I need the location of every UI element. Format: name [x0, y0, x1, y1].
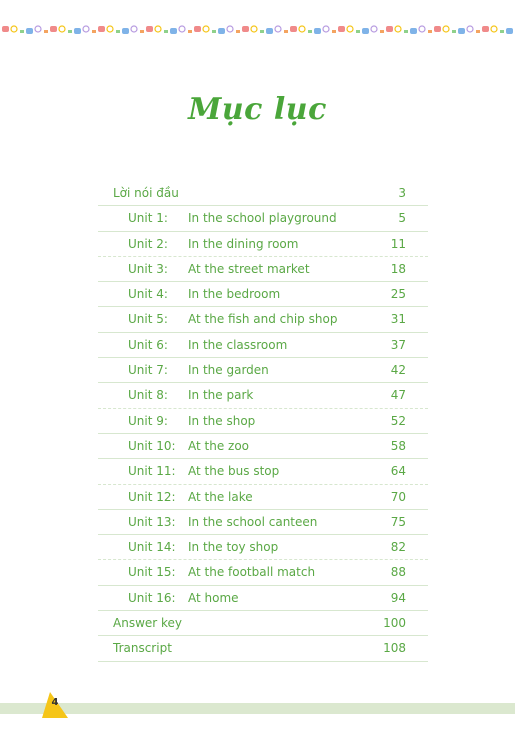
- toc-page: 64: [390, 464, 406, 479]
- border-shape: [458, 28, 465, 34]
- toc-unit: Unit 8:: [128, 388, 168, 403]
- toc-row-unit-13[interactable]: [98, 510, 428, 535]
- border-shape: [266, 28, 273, 34]
- toc-unit: Unit 16:: [128, 590, 176, 605]
- toc-row-unit-10[interactable]: [98, 434, 428, 459]
- decorative-border: [0, 18, 515, 38]
- border-shape: [140, 30, 144, 33]
- border-shape: [74, 28, 81, 34]
- toc-label: Answer key: [113, 616, 183, 631]
- border-shape: [251, 26, 257, 32]
- border-shape: [26, 28, 33, 34]
- decorative-shapes-icon: [0, 18, 515, 38]
- border-shape: [314, 28, 321, 34]
- border-shape: [467, 26, 473, 32]
- toc-page: 94: [390, 590, 406, 605]
- border-shape: [347, 26, 353, 32]
- toc-page: 31: [390, 312, 406, 327]
- border-shape: [428, 30, 432, 33]
- border-shape: [131, 26, 137, 32]
- toc-row-unit-16[interactable]: [98, 586, 428, 611]
- border-shape: [20, 30, 24, 33]
- border-shape: [218, 28, 225, 34]
- border-shape: [371, 26, 377, 32]
- toc-name: At the street market: [188, 261, 310, 276]
- toc-page: 75: [390, 514, 406, 529]
- page-number: 4: [51, 697, 59, 708]
- toc-row-transcript[interactable]: [98, 636, 428, 661]
- toc-page: 52: [390, 413, 406, 428]
- toc-row-unit-15[interactable]: [98, 560, 428, 585]
- toc-name: At the bus stop: [188, 464, 280, 479]
- border-shape: [155, 26, 161, 32]
- toc-name: In the park: [188, 388, 254, 403]
- border-shape: [236, 30, 240, 33]
- toc-page: 42: [390, 363, 406, 378]
- border-shape: [500, 30, 504, 33]
- toc-page: 11: [390, 236, 406, 251]
- border-shape: [482, 26, 489, 32]
- toc-row-unit-11[interactable]: [98, 459, 428, 484]
- toc-unit: Unit 12:: [128, 489, 176, 504]
- page-title: Mục lục: [188, 92, 327, 127]
- border-shape: [92, 30, 96, 33]
- toc-row-unit-8[interactable]: [98, 383, 428, 408]
- toc-page: 5: [398, 211, 406, 226]
- border-shape: [116, 30, 120, 33]
- border-shape: [260, 30, 264, 33]
- toc-unit: Unit 14:: [128, 540, 176, 555]
- toc-page: 108: [383, 641, 406, 656]
- toc-name: At the lake: [188, 489, 253, 504]
- border-shape: [203, 26, 209, 32]
- toc-page: 47: [390, 388, 406, 403]
- toc-unit: Unit 9:: [128, 413, 168, 428]
- toc-row-preface[interactable]: [98, 181, 428, 206]
- border-shape: [380, 30, 384, 33]
- table-of-contents: [98, 181, 428, 662]
- toc-name: In the classroom: [188, 337, 288, 352]
- toc-page: 70: [390, 489, 406, 504]
- border-shape: [452, 30, 456, 33]
- toc-name: At the zoo: [188, 438, 250, 453]
- toc-row-unit-1[interactable]: [98, 206, 428, 231]
- border-shape: [242, 26, 249, 32]
- toc-name: In the garden: [188, 363, 269, 378]
- border-shape: [35, 26, 41, 32]
- toc-row-unit-2[interactable]: [98, 232, 428, 257]
- toc-row-unit-4[interactable]: [98, 282, 428, 307]
- toc-page: 37: [390, 337, 406, 352]
- toc-name: At the football match: [188, 565, 316, 580]
- toc-unit: Unit 6:: [128, 337, 168, 352]
- border-shape: [122, 28, 129, 34]
- border-shape: [443, 26, 449, 32]
- toc-label: Transcript: [113, 641, 172, 656]
- border-shape: [107, 26, 113, 32]
- toc-unit: Unit 3:: [128, 261, 168, 276]
- border-shape: [323, 26, 329, 32]
- toc-page: 3: [398, 186, 406, 200]
- toc-row-unit-12[interactable]: [98, 485, 428, 510]
- toc-row-unit-9[interactable]: [98, 409, 428, 434]
- border-shape: [338, 26, 345, 32]
- footer-bar: [0, 703, 515, 714]
- border-shape: [146, 26, 153, 32]
- toc-unit: Unit 15:: [128, 565, 176, 580]
- toc-row-answer-key[interactable]: [98, 611, 428, 636]
- border-shape: [506, 28, 513, 34]
- toc-row-unit-14[interactable]: [98, 535, 428, 560]
- toc-page: 58: [390, 438, 406, 453]
- toc-name: In the school canteen: [188, 514, 318, 529]
- border-shape: [98, 26, 105, 32]
- toc-row-unit-6[interactable]: [98, 333, 428, 358]
- toc-label: Lời nói đầu: [113, 186, 179, 200]
- border-shape: [275, 26, 281, 32]
- toc-page: 25: [390, 287, 406, 302]
- border-shape: [410, 28, 417, 34]
- border-shape: [386, 26, 393, 32]
- toc-unit: Unit 7:: [128, 363, 168, 378]
- border-shape: [2, 26, 9, 32]
- border-shape: [308, 30, 312, 33]
- border-shape: [164, 30, 168, 33]
- border-shape: [284, 30, 288, 33]
- border-shape: [227, 26, 233, 32]
- border-shape: [50, 26, 57, 32]
- toc-page: 100: [383, 616, 406, 631]
- border-shape: [434, 26, 441, 32]
- toc-unit: Unit 1:: [128, 211, 168, 226]
- toc-name: In the shop: [188, 413, 256, 428]
- toc-page: 82: [390, 540, 406, 555]
- border-shape: [290, 26, 297, 32]
- toc-name: In the toy shop: [188, 540, 279, 555]
- border-shape: [491, 26, 497, 32]
- toc-unit: Unit 4:: [128, 287, 168, 302]
- border-shape: [362, 28, 369, 34]
- border-shape: [179, 26, 185, 32]
- border-shape: [83, 26, 89, 32]
- toc-row-unit-5[interactable]: [98, 307, 428, 332]
- border-shape: [188, 30, 192, 33]
- border-shape: [356, 30, 360, 33]
- toc-unit: Unit 2:: [128, 236, 168, 251]
- toc-name: In the school playground: [188, 211, 337, 226]
- toc-row-unit-7[interactable]: [98, 358, 428, 383]
- toc-unit: Unit 5:: [128, 312, 168, 327]
- toc-unit: Unit 11:: [128, 464, 176, 479]
- toc-name: At home: [188, 590, 239, 605]
- border-shape: [170, 28, 177, 34]
- toc-unit: Unit 10:: [128, 438, 176, 453]
- toc-page: 88: [390, 565, 406, 580]
- border-shape: [476, 30, 480, 33]
- border-shape: [332, 30, 336, 33]
- border-shape: [419, 26, 425, 32]
- border-shape: [299, 26, 305, 32]
- border-shape: [212, 30, 216, 33]
- border-shape: [44, 30, 48, 33]
- toc-name: In the bedroom: [188, 287, 281, 302]
- toc-page: 18: [390, 261, 406, 276]
- border-shape: [395, 26, 401, 32]
- toc-name: In the dining room: [188, 236, 299, 251]
- border-shape: [404, 30, 408, 33]
- toc-unit: Unit 13:: [128, 514, 176, 529]
- border-shape: [194, 26, 201, 32]
- toc-row-unit-3[interactable]: [98, 257, 428, 282]
- border-shape: [68, 30, 72, 33]
- toc-name: At the fish and chip shop: [188, 312, 338, 327]
- border-shape: [11, 26, 17, 32]
- border-shape: [59, 26, 65, 32]
